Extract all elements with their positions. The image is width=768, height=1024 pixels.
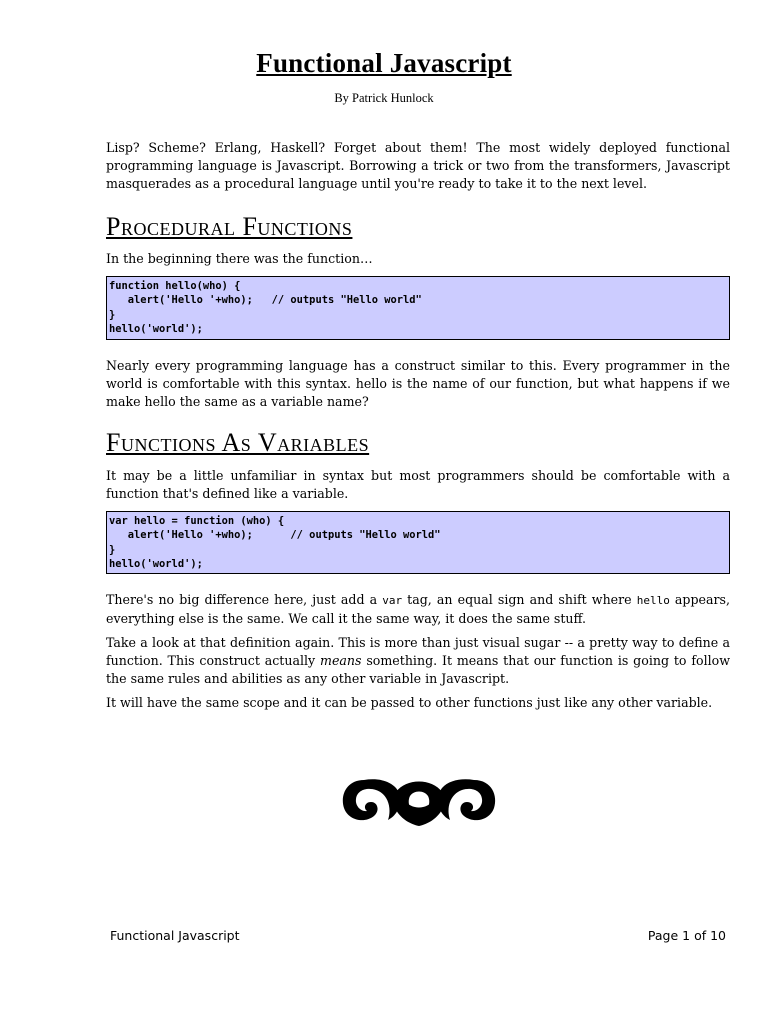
section-heading-procedural-functions: Procedural Functions <box>106 212 353 241</box>
document-title: Functional Javascript <box>256 48 512 78</box>
section2-lead: It may be a little unfamiliar in syntax but most programmers should be comfortable with a function that's defined like a variable. <box>106 468 730 501</box>
footer-title: Functional Javascript <box>110 928 240 943</box>
section1-lead: In the beginning there was the function… <box>106 251 373 266</box>
emphasis-means: means <box>320 652 362 668</box>
text-run: tag, an equal sign and shift where <box>402 592 637 607</box>
text-run: There's no big difference here, just add a <box>106 592 383 607</box>
text-run: Take a look at that definition again. This is more than just visual sugar -- a pretty way to define a function. This construct actually <box>106 635 730 668</box>
section2-paragraph-3: It will have the same scope and it can be passed to other functions just like any other variable. <box>106 695 713 710</box>
code-block-procedural: function hello(who) { alert('Hello '+who); // outputs "Hello world" } hello('world'); <box>106 276 730 340</box>
document-author: By Patrick Hunlock <box>334 91 434 105</box>
footer-page-number: Page 1 of 10 <box>647 928 726 943</box>
intro-paragraph: Lisp? Scheme? Erlang, Haskell? Forget about them! The most widely deployed functional programming language is Javascript. Borrowing a trick or two from the transformers, Javascript masquerades as a procedural language until you're ready to take it to the next level. <box>106 140 730 191</box>
text-run: something. It means that our function is going to follow the same rules and abilities as any other variable in Javascript. <box>106 652 730 686</box>
inline-code-var: var <box>382 594 403 607</box>
section2-paragraph-1 <box>106 591 730 628</box>
ornament-divider-icon <box>334 770 504 834</box>
section-heading-functions-as-variables: Functions As Variables <box>106 428 370 457</box>
section2-paragraph-2 <box>106 634 730 687</box>
inline-code-hello: hello <box>636 594 670 607</box>
text-run: appears, everything else is the same. We call it the same way, it does the same stuff. <box>106 592 730 626</box>
section1-paragraph: Nearly every programming language has a construct similar to this. Every programmer in the world is comfortable with this syntax. hello is the name of our function, but what happens if we make hello the same as a variable name? <box>106 358 730 409</box>
code-block-variable: var hello = function (who) { alert('Hello '+who); // outputs "Hello world" } hello('world'); <box>106 511 730 574</box>
